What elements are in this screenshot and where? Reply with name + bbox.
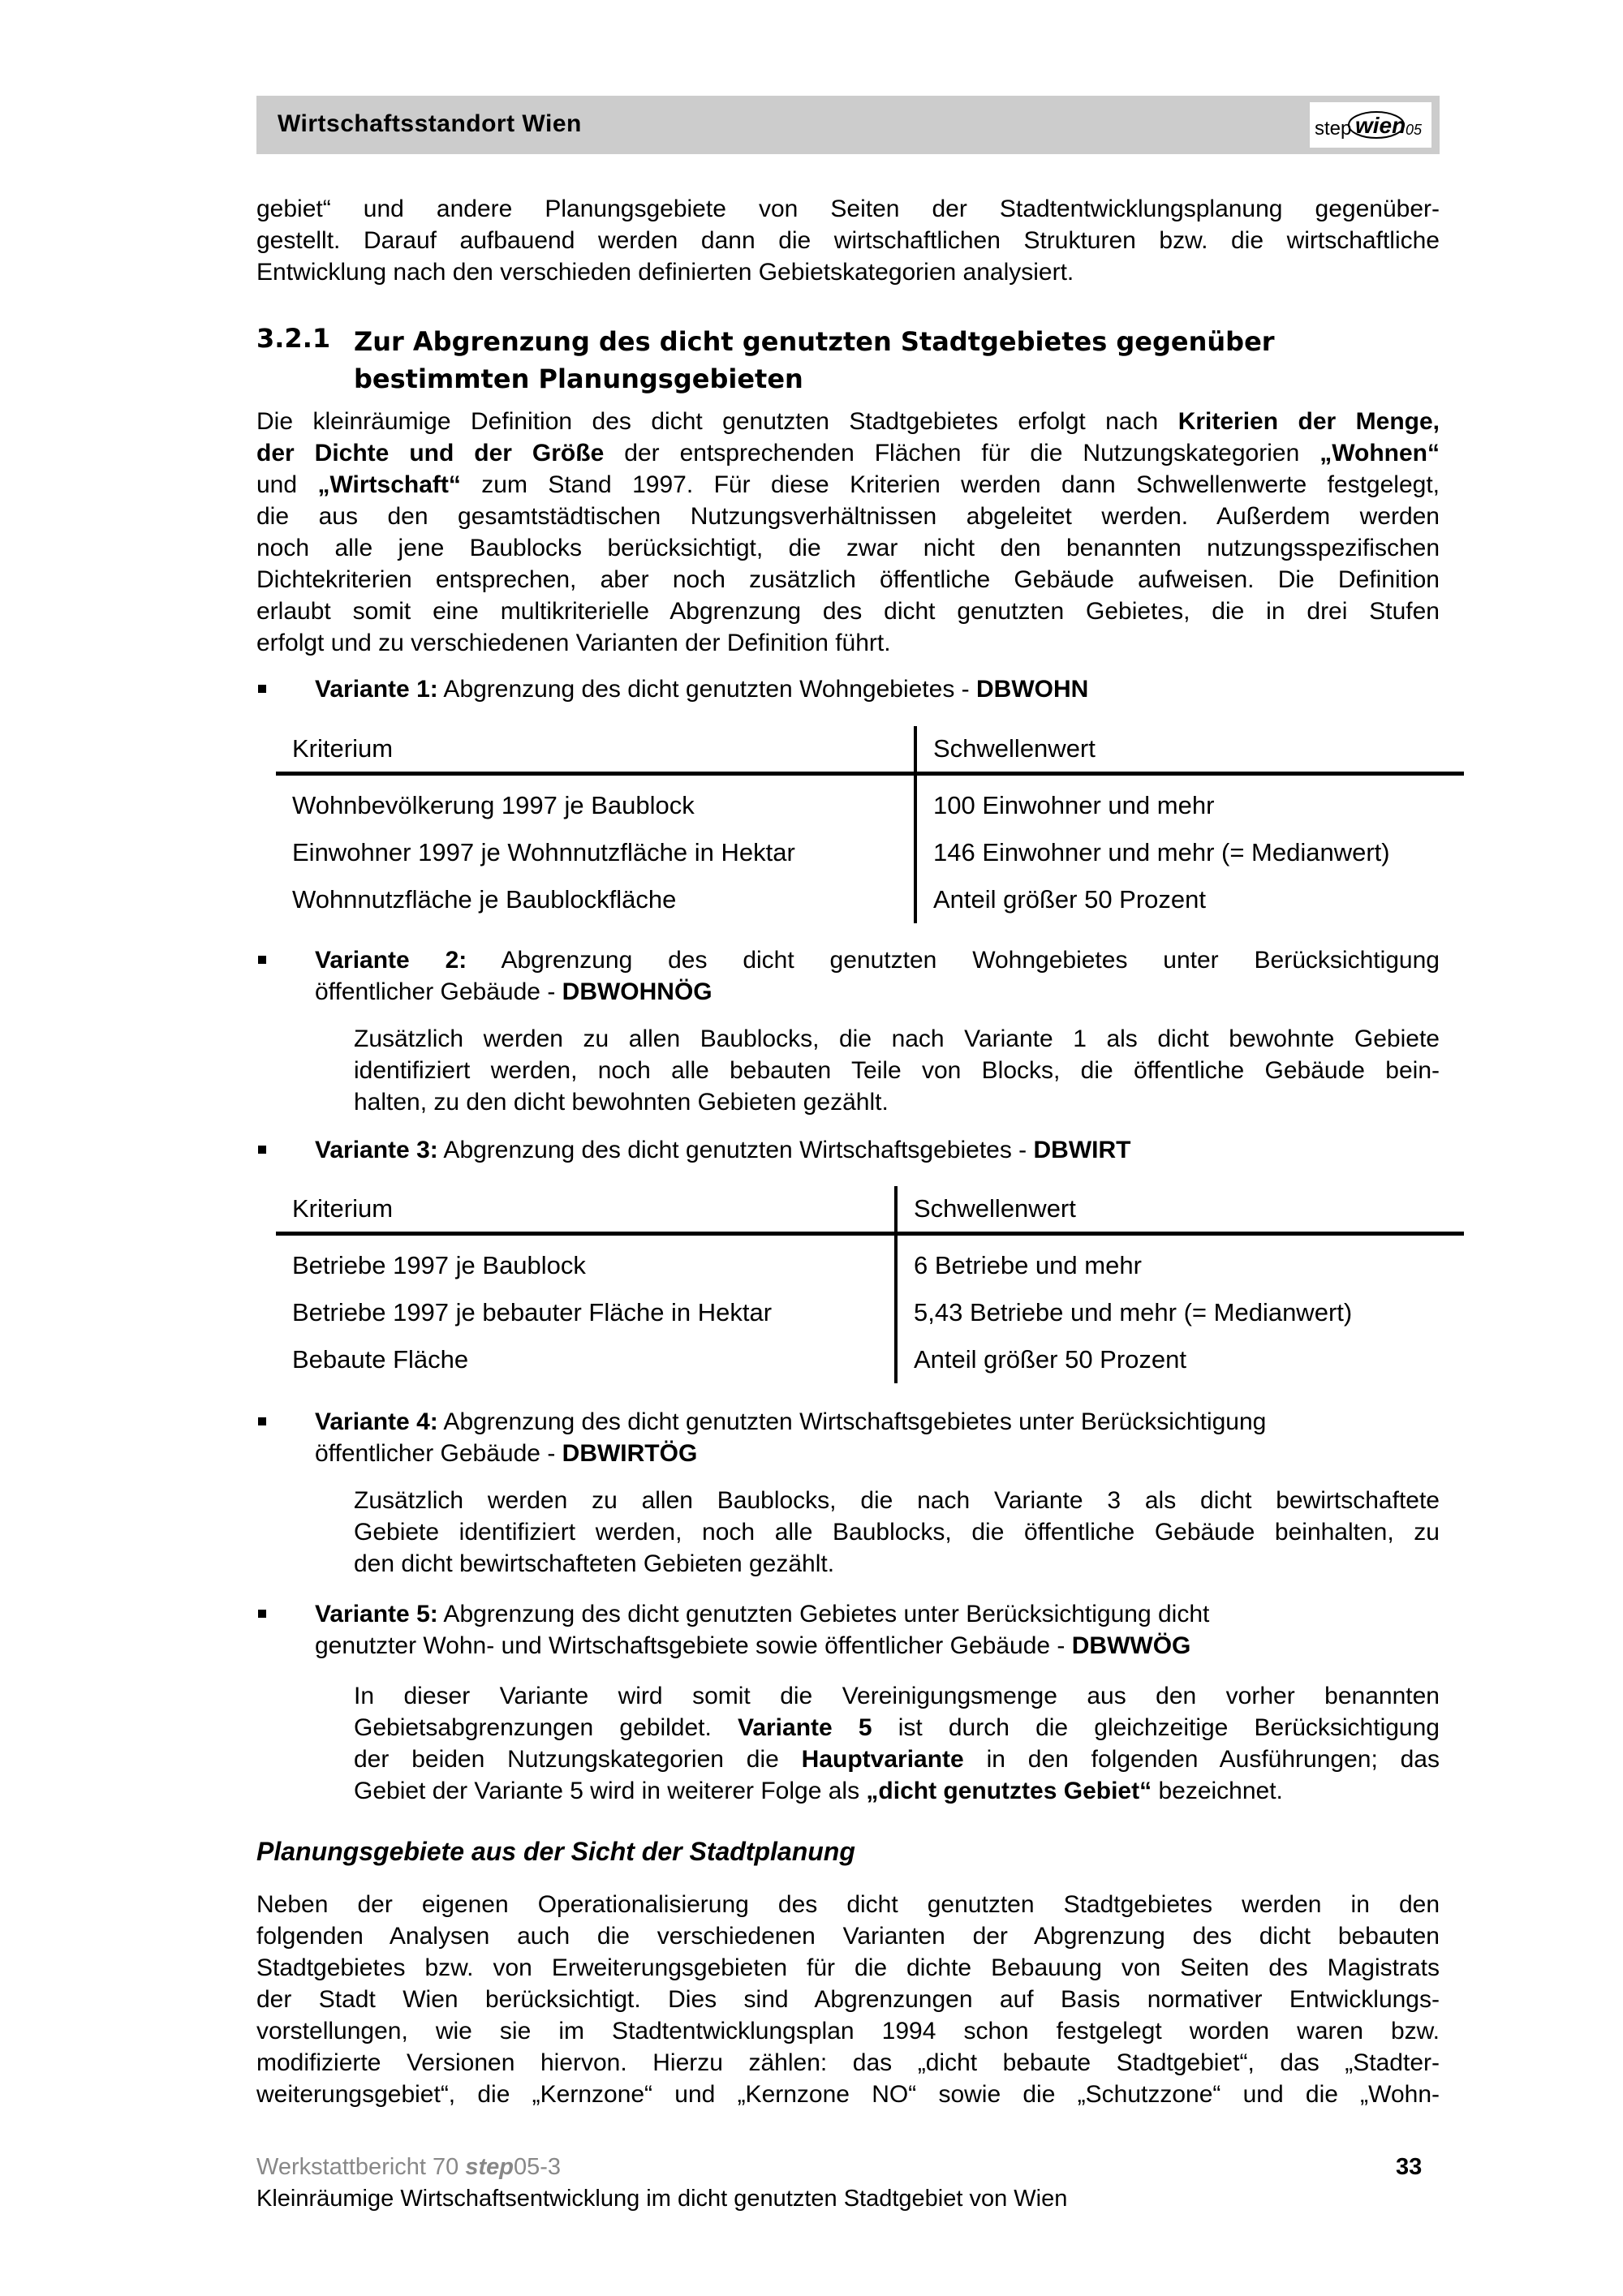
bullet-icon [258, 685, 266, 693]
variante-4: Variante 4: Abgrenzung des dicht genutzten Wirtschaftsgebietes unter Berücksichtigung öffentlicher Gebäude - DBWIRTÖG [315, 1408, 1267, 1467]
text-line: Gebietsabgrenzungen gebildet. Variante 5 ist durch die gleichzeitige Berücksichtigung [354, 1714, 1440, 1741]
variante-4-description [354, 1485, 1440, 1580]
svg-text:step: step [1315, 118, 1352, 140]
table-cell: 5,43 Betriebe und mehr (= Medianwert) [896, 1289, 1464, 1336]
planung-paragraph [256, 1889, 1440, 2110]
text-line: identifiziert werden, noch alle bebauten Teile von Blocks, die öffentliche Gebäude bein- [354, 1057, 1440, 1084]
text-line: der beiden Nutzungskategorien die Hauptvariante in den folgenden Ausführungen; das [354, 1746, 1440, 1773]
table-header-cell: Kriterium [276, 726, 915, 774]
section-title [354, 323, 1275, 398]
text-line: der Stadt Wien berücksichtigt. Dies sind Abgrenzungen auf Basis normativer Entwicklungs- [256, 1986, 1440, 2013]
text-line: die aus den gesamtstädtischen Nutzungsverhältnissen abgeleitet werden. Außerdem werden [256, 503, 1440, 530]
text-line: folgenden Analysen auch die verschiedenen Varianten der Abgrenzung des dicht bebauten [256, 1923, 1440, 1950]
bullet-icon [258, 1610, 266, 1618]
section-number: 3.2.1 [256, 323, 331, 354]
text-line: Stadtgebietes bzw. von Erweiterungsgebieten für die dichte Bebauung von Seiten des Magistrats [256, 1954, 1440, 1981]
table-cell: Einwohner 1997 je Wohnnutzfläche in Hektar [292, 838, 795, 866]
variante-5-description [354, 1680, 1440, 1807]
variante-code: DBWIRT [1033, 1137, 1131, 1163]
text-line: noch alle jene Baublocks berücksichtigt, die zwar nicht den benannten nutzungsspezifischen [256, 535, 1440, 561]
bullet-icon [258, 1417, 266, 1425]
step-wien-logo [1310, 102, 1431, 148]
text-line: Zusätzlich werden zu allen Baublocks, die nach Variante 3 als dicht bewirtschaftete [354, 1487, 1440, 1514]
table-header-row [276, 726, 1464, 774]
variante-code: DBWOHN [976, 676, 1089, 703]
text-line: vorstellungen, wie sie im Stadtentwicklungsplan 1994 schon festgelegt worden waren bzw. [256, 2018, 1440, 2044]
table-header-cell: Schwellenwert [915, 726, 1464, 774]
page-header [256, 96, 1440, 154]
footer-subtitle: Kleinräumige Wirtschaftsentwicklung im dicht genutzten Stadtgebiet von Wien [256, 2186, 1068, 2212]
table-row [276, 1336, 1464, 1383]
table-cell: 100 Einwohner und mehr [915, 774, 1464, 830]
table-cell: Anteil größer 50 Prozent [896, 1336, 1464, 1383]
subsection-heading: Planungsgebiete aus der Sicht der Stadtplanung [256, 1837, 855, 1866]
variante-label: Variante 4: [315, 1408, 438, 1435]
variante-code: DBWWÖG [1071, 1632, 1191, 1659]
text-line: weiterungsgebiet“, die „Kernzone“ und „Kernzone NO“ sowie die „Schutzzone“ und die „Wohn- [256, 2081, 1440, 2108]
page-number: 33 [1396, 2154, 1423, 2180]
text-line: Gebiete identifiziert werden, noch alle Baublocks, die öffentliche Gebäude beinhalten, zu [354, 1519, 1440, 1546]
variante-2-description [354, 1023, 1440, 1118]
footer-report: Werkstattbericht 70 step05-3 [256, 2154, 562, 2180]
text-line: Entwicklung nach den verschieden definierten Gebietskategorien analysiert. [256, 259, 1074, 286]
table-cell: Betriebe 1997 je bebauter Fläche in Hektar [292, 1298, 773, 1326]
table-header-cell: Kriterium [276, 1186, 896, 1234]
variante-code: DBWIRTÖG [562, 1440, 698, 1467]
text-line: erlaubt somit eine multikriterielle Abgrenzung des dicht genutzten Gebietes, die in drei Stufen [256, 598, 1440, 625]
table-row [276, 1234, 1464, 1290]
variante-label: Variante 3: [315, 1137, 438, 1163]
table-cell: 146 Einwohner und mehr (= Medianwert) [915, 829, 1464, 876]
svg-text:wien: wien [1355, 113, 1406, 138]
svg-text:05: 05 [1406, 122, 1423, 138]
table-cell: 6 Betriebe und mehr [896, 1234, 1464, 1290]
text-line: erfolgt und zu verschiedenen Varianten der Definition führt. [256, 630, 891, 656]
table-cell: Wohnnutzfläche je Baublockfläche [292, 885, 677, 914]
table-cell: Anteil größer 50 Prozent [915, 876, 1464, 923]
intro-paragraph [256, 193, 1440, 288]
table-cell: Bebaute Fläche [292, 1345, 469, 1374]
bullet-icon [258, 1146, 266, 1154]
variante-label: Variante 5: [315, 1601, 438, 1627]
table-row [276, 829, 1464, 876]
section-title-line: bestimmten Planungsgebieten [354, 363, 803, 394]
text-line: gestellt. Darauf aufbauend werden dann die wirtschaftlichen Strukturen bzw. die wirtschaftliche [256, 227, 1440, 254]
table-cell: Betriebe 1997 je Baublock [292, 1251, 586, 1279]
header-title: Wirtschaftsstandort Wien [278, 110, 582, 137]
text-line: und „Wirtschaft“ zum Stand 1997. Für diese Kriterien werden dann Schwellenwerte festgelegt, [256, 471, 1440, 498]
variante-2: Variante 2: Abgrenzung des dicht genutzten Wohngebietes unter Berücksichtigung öffentlicher Gebäude - DBWOHNÖG [315, 947, 1440, 1005]
text-line: Dichtekriterien entsprechen, aber noch zusätzlich öffentliche Gebäude aufweisen. Die Definition [256, 566, 1440, 593]
table-cell: Wohnbevölkerung 1997 je Baublock [292, 791, 695, 819]
table-row [276, 876, 1464, 923]
text-line: den dicht bewirtschafteten Gebieten gezählt. [354, 1550, 835, 1577]
text-line: Die kleinräumige Definition des dicht genutzten Stadtgebietes erfolgt nach Kriterien der Menge, [256, 408, 1440, 435]
text-line: modifizierte Versionen hiervon. Hierzu zählen: das „dicht bebaute Stadtgebiet“, das „Stadter- [256, 2049, 1440, 2076]
table-header-row [276, 1186, 1464, 1234]
table-header-cell: Schwellenwert [896, 1186, 1464, 1234]
section-title-line: Zur Abgrenzung des dicht genutzten Stadtgebietes gegenüber [354, 326, 1275, 357]
text-line: Gebiet der Variante 5 wird in weiterer Folge als „dicht genutztes Gebiet“ bezeichnet. [354, 1778, 1283, 1804]
variante-1: Variante 1: Abgrenzung des dicht genutzten Wohngebietes - DBWOHN [315, 676, 1089, 703]
variante-code: DBWOHNÖG [562, 978, 712, 1005]
variante-5: Variante 5: Abgrenzung des dicht genutzten Gebietes unter Berücksichtigung dicht genutzter Wohn- und Wirtschaftsgebiete sowie öffentlicher Gebäude - DBWWÖG [315, 1601, 1210, 1659]
text-line: In dieser Variante wird somit die Vereinigungsmenge aus den vorher benannten [354, 1683, 1440, 1709]
criteria-table-wohnen [276, 726, 1464, 923]
table-row [276, 1289, 1464, 1336]
criteria-table-wirtschaft [276, 1186, 1464, 1383]
text-line: halten, zu den dicht bewohnten Gebieten gezählt. [354, 1089, 889, 1116]
table-row [276, 774, 1464, 830]
text-line: Zusätzlich werden zu allen Baublocks, die nach Variante 1 als dicht bewohnte Gebiete [354, 1025, 1440, 1052]
text-line: gebiet“ und andere Planungsgebiete von Seiten der Stadtentwicklungsplanung gegenüber- [256, 196, 1440, 222]
definition-paragraph [256, 406, 1440, 659]
bullet-icon [258, 956, 266, 964]
text-line: der Dichte und der Größe der entsprechenden Flächen für die Nutzungskategorien „Wohnen“ [256, 440, 1440, 467]
variante-label: Variante 2: [315, 947, 467, 974]
variante-label: Variante 1: [315, 676, 438, 703]
variante-3: Variante 3: Abgrenzung des dicht genutzten Wirtschaftsgebietes - DBWIRT [315, 1137, 1131, 1163]
text-line: Neben der eigenen Operationalisierung des dicht genutzten Stadtgebietes werden in den [256, 1891, 1440, 1918]
